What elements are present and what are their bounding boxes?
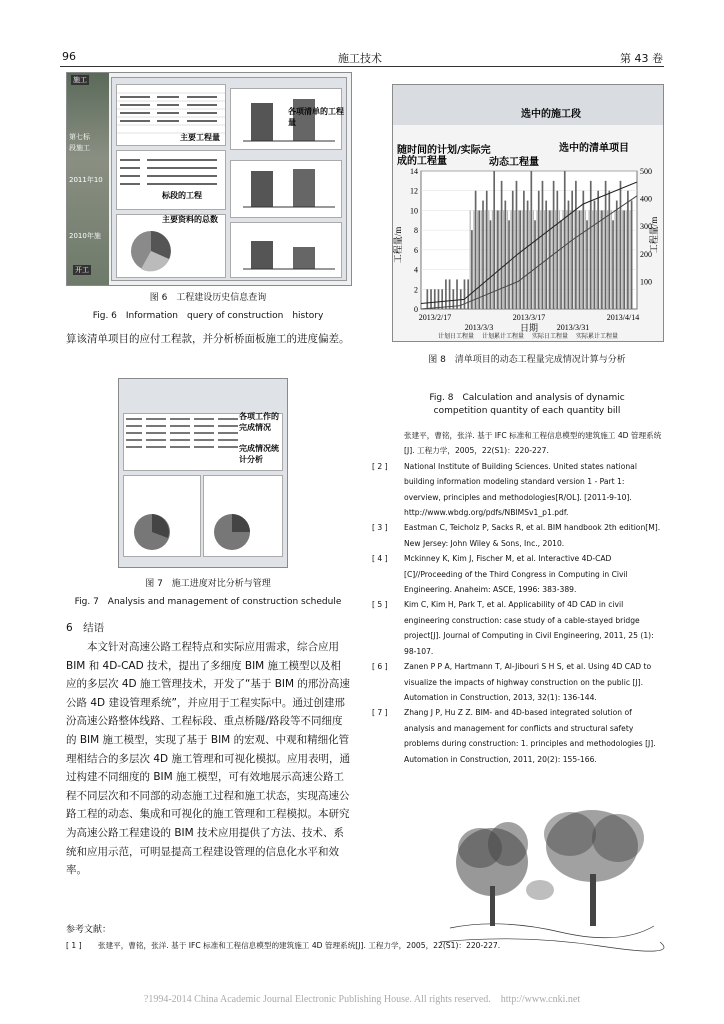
label-year1: 2011年10 <box>69 176 103 184</box>
figure-6-screenshot <box>66 72 352 286</box>
actual-daily-bar <box>556 191 558 309</box>
plan-daily-bar <box>544 210 545 309</box>
actual-daily-bar <box>553 181 555 309</box>
plan-daily-bar <box>499 210 500 309</box>
y2-tick-label: 200 <box>640 249 652 259</box>
plan-daily-bar <box>540 210 541 309</box>
x-tick-label: 2013/3/31 <box>556 323 590 332</box>
fig6-anno-4: 主要资料的总数 <box>162 215 218 224</box>
fig7-caption-en: Fig. 7 Analysis and management of construction schedule <box>74 597 342 607</box>
actual-daily-bar <box>538 191 540 309</box>
y-tick-label: 4 <box>414 265 418 275</box>
left-text-top: 算该清单项目的应付工程款，并分析桥面板施工的进度偏差。 <box>66 333 350 345</box>
actual-daily-bar <box>486 191 488 309</box>
plan-daily-bar <box>570 210 571 309</box>
plan-daily-bar <box>529 210 530 309</box>
x-tick-label: 2013/3/3 <box>464 323 494 332</box>
plan-daily-bar <box>629 210 630 309</box>
actual-daily-bar <box>601 210 603 309</box>
y-tick-label: 0 <box>414 305 418 314</box>
actual-daily-bar <box>456 279 458 309</box>
page-number: 96 <box>62 50 76 63</box>
plan-daily-bar <box>622 210 623 309</box>
fig7-anno-2: 完成情况统计分析 <box>239 444 279 464</box>
plan-daily-bar <box>507 210 508 309</box>
fig6-anno-3: 标段的工程 <box>162 191 202 200</box>
legend-item-3: 实际日工程量 <box>532 333 569 340</box>
actual-daily-bar <box>560 220 562 309</box>
actual-daily-bar <box>464 279 466 309</box>
table-panel-2 <box>116 150 226 210</box>
plan-daily-bar <box>518 210 519 309</box>
volume-label: 第 43 卷 <box>620 52 663 65</box>
references-heading: 参考文献： <box>66 925 112 935</box>
actual-daily-bar <box>449 279 451 309</box>
actual-daily-bar <box>471 230 473 309</box>
y-axis-label: 工程量/m <box>393 226 403 264</box>
actual-daily-bar <box>549 210 551 309</box>
actual-daily-bar <box>497 210 499 309</box>
plan-daily-bar <box>533 210 534 309</box>
actual-daily-bar <box>620 181 622 309</box>
fig8-anno-section: 选中的施工段 <box>521 109 581 120</box>
dynamic-quantity-chart <box>393 85 663 341</box>
fig8-anno-item: 选中的清单项目 <box>559 143 629 154</box>
actual-daily-bar <box>482 201 484 309</box>
actual-daily-bar <box>493 171 495 309</box>
figure-7-screenshot <box>118 378 288 568</box>
plan-daily-bar <box>525 210 526 309</box>
y2-tick-label: 400 <box>640 194 652 204</box>
x-tick-label: 2013/2/17 <box>418 313 452 322</box>
label-top: 施工 <box>73 76 87 84</box>
plan-daily-bar <box>603 210 604 309</box>
actual-daily-bar <box>631 201 633 309</box>
plan-daily-bar <box>536 210 537 309</box>
actual-daily-bar <box>579 210 581 309</box>
actual-daily-bar <box>512 191 514 309</box>
actual-daily-bar <box>516 181 518 309</box>
x-axis-label: 日期 <box>519 323 539 333</box>
actual-daily-bar <box>530 171 532 309</box>
legend-item-2: 计划累计工程量 <box>481 333 524 340</box>
actual-daily-bar <box>441 289 443 309</box>
plan-daily-bar <box>503 210 504 309</box>
progress-pie-2 <box>203 475 283 557</box>
actual-daily-bar <box>590 181 592 309</box>
fig6-anno-2: 主要工程量 <box>180 133 220 142</box>
label-side1: 第七标 <box>69 133 90 141</box>
plan-daily-bar <box>548 210 549 309</box>
reference-3: [ 3 ] Eastman C, Teicholz P, Sacks R, et al. BIM handbook 2th edition[M]. New Jersey: John Wiley & Sons, Inc., 2010. <box>372 523 661 548</box>
actual-daily-bar <box>501 181 503 309</box>
x-tick-label: 2013/4/14 <box>606 313 640 322</box>
actual-daily-bar <box>478 210 480 309</box>
actual-daily-bar <box>490 220 492 309</box>
actual-daily-bar <box>586 220 588 309</box>
plan-daily-bar <box>588 210 589 309</box>
actual-daily-bar <box>508 220 510 309</box>
actual-daily-bar <box>434 289 436 309</box>
reference-7: [ 7 ] Zhang J P, Hu Z Z. BIM- and 4D-based integrated solution of analysis and management for conflicts and structural safety problems during construction: 1. principles and methodologies [J]. Automation in Construction, 2011, 20(2): 155-166. <box>372 708 656 764</box>
actual-daily-bar <box>605 181 607 309</box>
fig8-caption-en-2: competition quantity of each quantity bill <box>433 406 621 416</box>
actual-daily-bar <box>426 289 428 309</box>
landscape-illustration <box>440 808 660 956</box>
plan-daily-bar <box>496 210 497 309</box>
plan-daily-bar <box>522 210 523 309</box>
fig7-caption-cn: 图 7 施工进度对比分析与管理 <box>145 579 271 589</box>
actual-daily-bar <box>575 181 577 309</box>
plan-daily-bar <box>585 210 586 309</box>
actual-daily-bar <box>519 210 521 309</box>
x-tick-label: 2013/3/17 <box>512 313 546 322</box>
reference-2: [ 2 ] National Institute of Building Sciences. United states national building information modeling standard version 1 - Part 1: overview, principles and methodologies[R/OL]. [2011-9-10]. http://www.wbdg.org/pdfs/NBIMSv1_p1.pdf. <box>372 461 637 518</box>
fig8-caption-en-1: Fig. 8 Calculation and analysis of dynamic <box>429 393 625 403</box>
actual-daily-bar <box>534 220 536 309</box>
plan-daily-bar <box>559 210 560 309</box>
y2-tick-label: 300 <box>640 222 652 232</box>
legend-item-4: 实际累计工程量 <box>576 333 619 340</box>
fig8-anno-plan: 随时间的计划/实际完成的工程量 <box>397 145 491 167</box>
actual-daily-bar <box>545 201 547 309</box>
plan-daily-bar <box>481 210 482 309</box>
bar-chart-3 <box>230 222 342 278</box>
actual-daily-bar <box>582 191 584 309</box>
fig8-caption-cn: 图 8 清单项目的动态工程量完成情况计算与分析 <box>428 355 626 365</box>
actual-daily-bar <box>627 191 629 309</box>
actual-daily-bar <box>616 201 618 309</box>
plan-daily-bar <box>600 210 601 309</box>
plan-daily-bar <box>607 210 608 309</box>
fig6-caption-en: Fig. 6 Information query of construction history <box>92 311 324 321</box>
actual-daily-bar <box>623 210 625 309</box>
actual-daily-bar <box>527 201 529 309</box>
label-side2: 段施工 <box>69 144 90 152</box>
actual-daily-bar <box>438 289 440 309</box>
actual-daily-bar <box>445 279 447 309</box>
actual-daily-bar <box>568 201 570 309</box>
actual-daily-bar <box>504 201 506 309</box>
label-year2: 2010年施 <box>69 232 101 240</box>
plan-daily-bar <box>626 210 627 309</box>
actual-daily-bar <box>571 191 573 309</box>
fig6-caption-cn: 图 6 工程建设历史信息查询 <box>149 293 267 303</box>
plan-daily-bar <box>618 210 619 309</box>
reference-5: [ 5 ] Kim C, Kim H, Park T, et al. Applicability of 4D CAD in civil engineering construction: case study of a cable-stayed bridge project[J]. Journal of Computing in Civil Engineering, 2011, 25 (1): 98-107. <box>372 600 654 656</box>
plan-daily-bar <box>473 210 474 309</box>
y-tick-label: 6 <box>414 245 418 255</box>
plan-daily-bar <box>614 210 615 309</box>
y-tick-label: 8 <box>414 226 418 236</box>
plan-daily-bar <box>562 210 563 309</box>
legend-item-1: 计划日工程量 <box>437 333 474 340</box>
plan-daily-bar <box>514 210 515 309</box>
plan-daily-bar <box>492 210 493 309</box>
fig7-anno-1: 各项工作的完成情况 <box>239 412 279 432</box>
actual-daily-bar <box>594 201 596 309</box>
y-tick-label: 14 <box>410 167 418 176</box>
actual-daily-bar <box>475 191 477 309</box>
actual-daily-bar <box>597 191 599 309</box>
plan-daily-bar <box>611 210 612 309</box>
reference-4: [ 4 ] Mckinney K, Kim J, Fischer M, et al. Interactive 4D-CAD [C]//Proceeding of the Third Congress in Computing in Civil Engineering. Anaheim: ASCE, 1996: 383-389. <box>372 554 628 595</box>
reference-1-continued: 张建平，曹铭，张洋. 基于 IFC 标准和工程信息模型的建筑施工 4D 管理系统[J]. 工程力学，2005，22(S1)：220-227. <box>404 431 662 456</box>
plan-daily-bar <box>581 210 582 309</box>
fig8-anno-dynamic: 动态工程量 <box>489 157 539 168</box>
progress-pie-1 <box>123 475 201 557</box>
y-tick-label: 2 <box>414 285 418 295</box>
plan-daily-bar <box>596 210 597 309</box>
journal-title: 施工技术 <box>338 52 382 65</box>
plan-daily-bar <box>477 210 478 309</box>
plan-daily-bar <box>577 210 578 309</box>
y2-tick-label: 500 <box>640 167 652 176</box>
plan-daily-bar <box>484 210 485 309</box>
legend <box>397 331 659 341</box>
references-right <box>372 428 662 767</box>
fig6-anno-1: 各项清单的工程量 <box>288 107 344 127</box>
reference-1-start: [ 1 ] 张建平，曹铭，张洋. 基于 IFC 标准和工程信息模型的建筑施工 4D 管理系统[J]. 工程力学，2005，22(S1)：220-227. <box>66 941 501 950</box>
actual-daily-bar <box>430 289 432 309</box>
header-rule <box>60 66 664 67</box>
footer-copyright: ?1994-2014 China Academic Journal Electronic Publishing House. All rights reserved. http://www.cnki.net <box>143 994 581 1005</box>
label-bottom: 开工 <box>75 266 89 274</box>
figure-8-screenshot <box>392 84 664 342</box>
bar-chart-2 <box>230 160 342 218</box>
y2-axis-label: 工程量/m <box>649 216 659 254</box>
reference-6: [ 6 ] Zanen P P A, Hartmann T, Al-Jibouri S H S, et al. Using 4D CAD to visualize the impacts of highway construction on the public [J]. Automation in Construction, 2013, 32(1): 136-144. <box>372 662 652 702</box>
plan-daily-bar <box>566 210 567 309</box>
y-tick-label: 10 <box>410 206 418 216</box>
actual-daily-bar <box>612 220 614 309</box>
y2-tick-label: 100 <box>640 277 652 287</box>
actual-daily-bar <box>467 279 469 309</box>
plan-daily-bar <box>574 210 575 309</box>
plan-daily-bar <box>551 210 552 309</box>
actual-daily-bar <box>564 171 566 309</box>
actual-daily-bar <box>542 181 544 309</box>
y-tick-label: 12 <box>410 186 418 196</box>
info-window <box>111 77 347 281</box>
conclusion-paragraph: 本文针对高速公路工程特点和实际应用需求，综合应用 BIM 和 4D-CAD 技术，提出了多细度 BIM 施工模型以及相应的多层次 4D 施工管理技术，开发了“基于 BIM 的邢汾高速公路 4D 建设管理系统”，并应用于工程实际中。通过创建邢汾高速公路整体线路、工程标段、重点桥隧/路段等不同细度的 BIM 施工模型，实现了基于 BIM 的宏观、中观和精细化管理相结合的多层次 4D 施工管理和可视化模拟。应用表明，通过构建不同细度的 BIM 施工模型，可有效地展示高速公路工程不同层次和不同部的动态施工过程和施工状态，实现高速公路工程的动态、集成和可视化的施工管理和工程模拟。本研究为高速公路工程建设的 BIM 技术应用提供了方法、技术、系统和应用示范，可明显提高工程建设管理的信息化水平和效率。 <box>66 641 350 877</box>
section-heading: 6 结语 <box>66 622 105 634</box>
actual-daily-bar <box>608 191 610 309</box>
